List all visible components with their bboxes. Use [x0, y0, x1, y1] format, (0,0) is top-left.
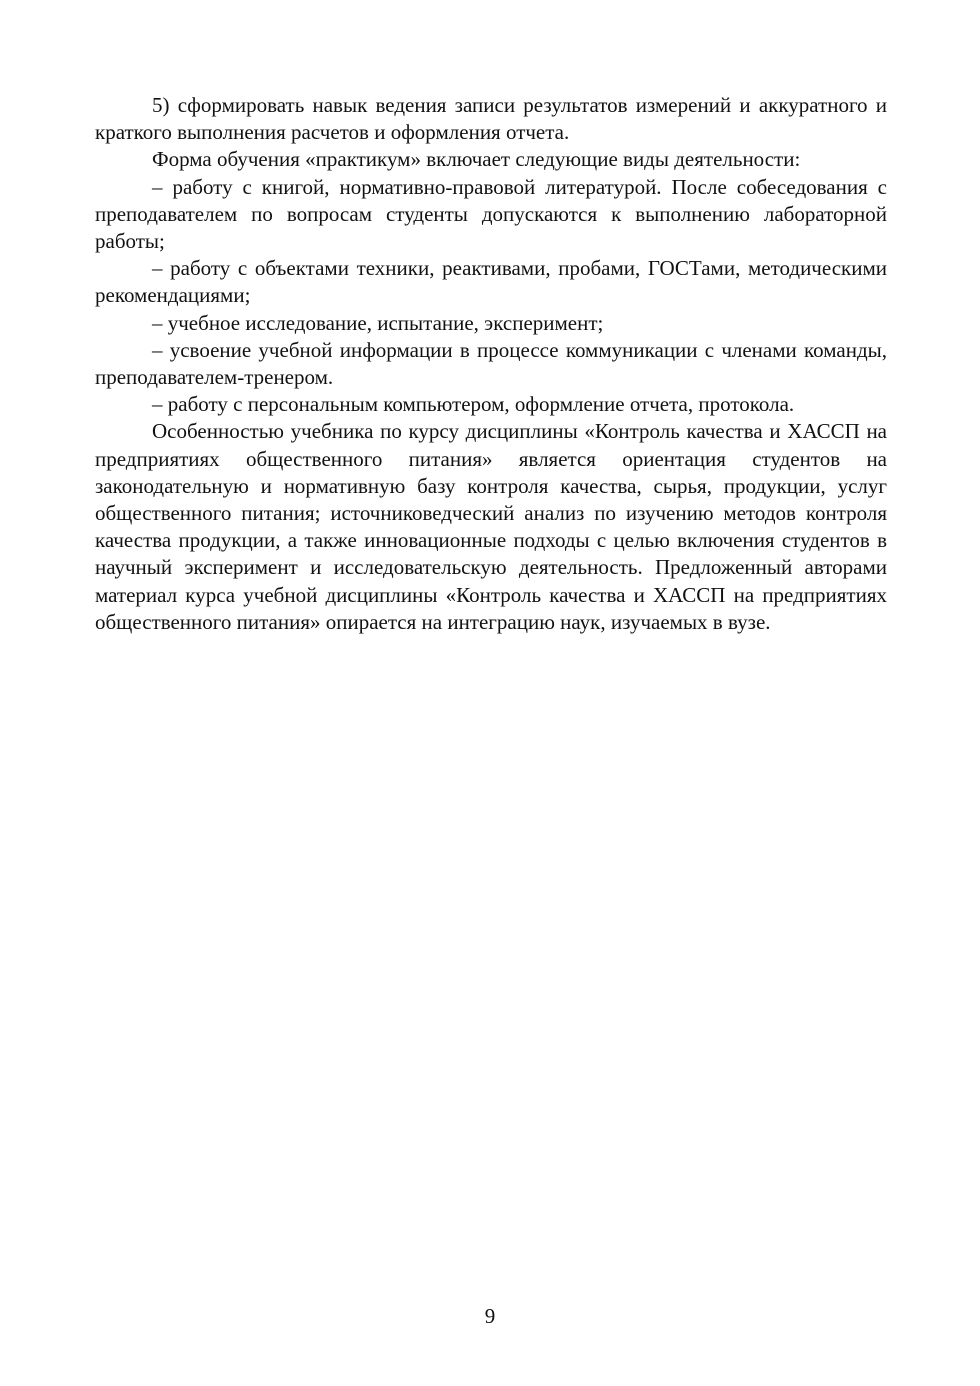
- list-item-computer-work: – работу с персональным компьютером, оформление отчета, протокола.: [152, 392, 795, 417]
- list-item-communication: – усвоение учебной информации в процессе коммуникации с членами команды, преподавателем-тренером.: [95, 337, 887, 390]
- list-item-technical-objects: – работу с объектами техники, реактивами, пробами, ГОСТами, методическими рекомендациями;: [95, 256, 887, 308]
- paragraph-textbook-features: Особенностью учебника по курсу дисциплины «Контроль качества и ХАССП на предприятиях общественного питания» является ориентация студентов на законодательную и нормативную базу контроля качества, сырья, продукции, услуг общественного питания; источниковедческий анализ по изучению методов контроля качества продукции, а также инновационные подходы с целью включения студентов в научный эксперимент и исследовательскую деятельность. Предложенный авторами материал курса учебной дисциплины «Контроль качества и ХАССП на предприятиях общественного питания» опирается на интеграцию наук, изучаемых в вузе.: [95, 419, 887, 634]
- list-item-research: – учебное исследование, испытание, эксперимент;: [152, 310, 604, 335]
- page-body: [95, 92, 887, 636]
- paragraph-practicum-intro: Форма обучения «практикум» включает следующие виды деятельности:: [152, 147, 801, 172]
- paragraph-goal-5: 5) сформировать навык ведения записи результатов измерений и аккуратного и краткого выполнения расчетов и оформления отчета.: [95, 93, 887, 145]
- list-item-book-work: – работу с книгой, нормативно-правовой литературой. После собеседования с преподавателем по вопросам студенты допускаются к выполнению лабораторной работы;: [95, 174, 887, 254]
- page-number: 9: [484, 1304, 496, 1328]
